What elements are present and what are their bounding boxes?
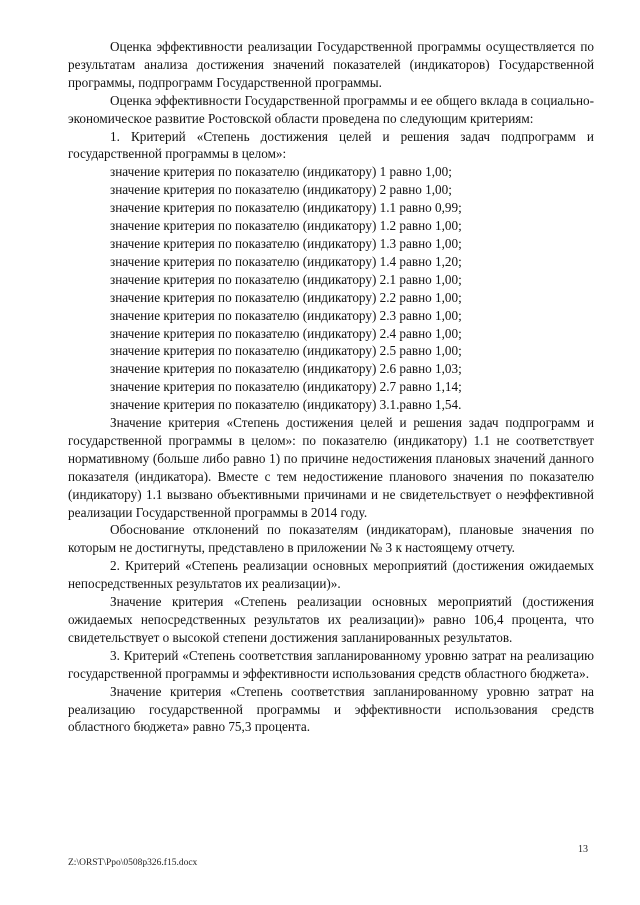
list-item: значение критерия по показателю (индикатору) 1.2 равно 1,00;: [110, 218, 462, 234]
criterion-1-heading: 1. Критерий «Степень достижения целей и решения задач подпрограмм и государственной программы в целом»:: [68, 128, 594, 162]
list-item: значение критерия по показателю (индикатору) 2.5 равно 1,00;: [110, 343, 462, 359]
list-item: значение критерия по показателю (индикатору) 2.2 равно 1,00;: [110, 289, 462, 305]
list-item: значение критерия по показателю (индикатору) 2.7 равно 1,14;: [110, 379, 462, 395]
criterion-1-values-list: [68, 163, 594, 414]
list-item: значение критерия по показателю (индикатору) 2 равно 1,00;: [110, 182, 452, 198]
criterion-2-value: Значение критерия «Степень реализации основных мероприятий (достижения ожидаемых непосредственных результатов их реализации)» равно 106,4 процента, что свидетельствует о высокой степени достижения запланированных результатов.: [68, 594, 594, 645]
criterion-3-value: Значение критерия «Степень соответствия запланированному уровню затрат на реализацию государственной программы и эффективности использования средств областного бюджета» равно 75,3 процента.: [68, 683, 594, 735]
list-item: значение критерия по показателю (индикатору) 1 равно 1,00;: [110, 164, 452, 180]
document-page: [68, 38, 594, 736]
list-item: значение критерия по показателю (индикатору) 2.4 равно 1,00;: [110, 325, 462, 341]
criterion-2-heading: 2. Критерий «Степень реализации основных мероприятий (достижения ожидаемых непосредственных результатов их реализации)».: [68, 558, 594, 592]
footer-file-path: Z:\ORST\Ppo\0508p326.f15.docx: [68, 858, 198, 868]
list-item: значение критерия по показателю (индикатору) 3.1.равно 1,54.: [110, 397, 462, 413]
deviations-reference: Обоснование отклонений по показателям (индикаторам), плановые значения по которым не достигнуты, представлено в приложении № 3 к настоящему отчету.: [68, 522, 594, 556]
criterion-1-conclusion: Значение критерия «Степень достижения целей и решения задач подпрограмм и государственной программы в целом»: по показателю (индикатору) 1.1 не соответствует нормативному (больше либо равно 1) по причине недостижения плановых значений данного показателя (индикатора). Вместе с тем недостижение планового значения по показателю (индикатору) 1.1 вызвано объективными причинами и не свидетельствует о неэффективной реализации Государственной программы в 2014 году.: [68, 415, 594, 520]
criterion-3-heading: 3. Критерий «Степень соответствия запланированному уровню затрат на реализацию государственной программы и эффективности использования средств областного бюджета».: [68, 647, 594, 681]
list-item: значение критерия по показателю (индикатору) 2.6 равно 1,03;: [110, 361, 462, 377]
list-item: значение критерия по показателю (индикатору) 2.3 равно 1,00;: [110, 307, 462, 323]
list-item: значение критерия по показателю (индикатору) 1.1 равно 0,99;: [110, 200, 462, 216]
paragraph-criteria-lead: Оценка эффективности Государственной программы и ее общего вклада в социально-экономическое развитие Ростовской области проведена по следующим критериям:: [68, 92, 594, 126]
list-item: значение критерия по показателю (индикатору) 1.4 равно 1,20;: [110, 253, 462, 269]
list-item: значение критерия по показателю (индикатору) 1.3 равно 1,00;: [110, 235, 462, 251]
page-number: 13: [578, 844, 588, 855]
list-item: значение критерия по показателю (индикатору) 2.1 равно 1,00;: [110, 271, 462, 287]
paragraph-intro: Оценка эффективности реализации Государственной программы осуществляется по результатам анализа достижения значений показателей (индикаторов) Государственной программы, подпрограмм Государственной программы.: [68, 39, 594, 90]
